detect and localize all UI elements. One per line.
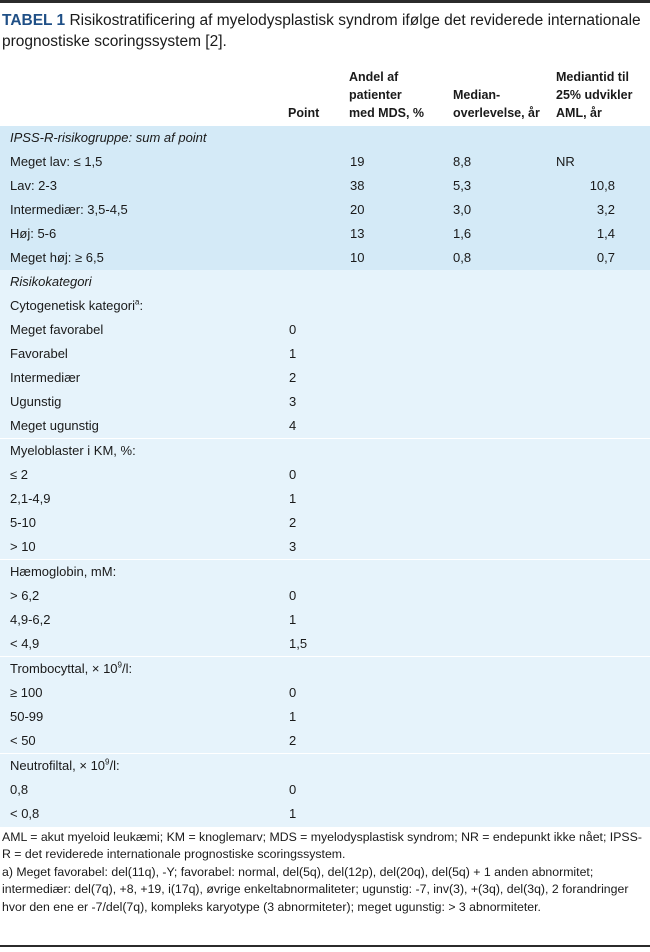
row-label: ≤ 2 (10, 467, 28, 482)
table-row (0, 608, 650, 632)
header-aml-line: 25% udvikler (556, 88, 633, 102)
header-aml-line: AML, år (556, 106, 602, 120)
ipss-section (0, 126, 650, 270)
table-row (0, 366, 650, 390)
cytogenetics-title (10, 294, 143, 318)
table-row (0, 150, 650, 174)
row-label: Favorabel (10, 346, 68, 361)
row-label: Lav: 2-3 (10, 178, 57, 193)
table-footnotes (2, 829, 646, 916)
table-row (0, 318, 650, 342)
header-median-line: overlevelse, år (453, 106, 540, 120)
table-row (0, 174, 650, 198)
row-survival: 8,8 (453, 154, 472, 169)
ipss-title: IPSS-R-risikogruppe: sum af point (10, 130, 207, 145)
risk-title: Risikokategori (10, 274, 92, 289)
table-row (0, 342, 650, 366)
row-point: 3 (289, 539, 297, 554)
row-aml: NR (556, 154, 575, 169)
row-label: 5-10 (10, 515, 37, 530)
row-label: 0,8 (10, 782, 29, 797)
header-median-line: Median- (453, 88, 501, 102)
row-aml: 10,8 (589, 178, 615, 193)
risk-title-row (0, 270, 650, 294)
row-label: Intermediær (10, 370, 81, 385)
table-row (0, 222, 650, 246)
table-row (0, 802, 650, 826)
row-point: 3 (289, 394, 297, 409)
table-row (0, 414, 650, 438)
row-andel: 38 (350, 178, 365, 193)
risk-section (0, 270, 650, 827)
table-row (0, 729, 650, 753)
table-row (0, 584, 650, 608)
row-label: < 0,8 (10, 806, 40, 821)
platelets-title-text: Trombocyttal, × 10 (10, 661, 118, 676)
group-title-row (0, 439, 650, 463)
group-title-row (0, 657, 650, 681)
row-point: 2 (289, 370, 297, 385)
row-andel: 13 (350, 226, 365, 241)
header-andel (349, 68, 424, 122)
exponent: 9 (105, 757, 110, 767)
table-row (0, 705, 650, 729)
row-survival: 3,0 (453, 202, 472, 217)
row-survival: 1,6 (453, 226, 472, 241)
row-label: Meget høj: ≥ 6,5 (10, 250, 104, 265)
row-andel: 20 (350, 202, 365, 217)
caption-label: TABEL 1 (2, 12, 66, 29)
row-label: Intermediær: 3,5-4,5 (10, 202, 128, 217)
table-header (0, 66, 650, 126)
platelets-title (10, 657, 132, 681)
row-point: 0 (289, 588, 297, 603)
row-label: 50-99 (10, 709, 44, 724)
platelets-title-unit: /l: (122, 661, 133, 676)
table-row (0, 390, 650, 414)
neutrophils-title-text: Neutrofiltal, × 10 (10, 758, 106, 773)
table-row (0, 487, 650, 511)
table-row (0, 463, 650, 487)
group-title-row (0, 754, 650, 778)
row-survival: 0,8 (453, 250, 472, 265)
row-label: < 4,9 (10, 636, 40, 651)
row-point: 1,5 (289, 636, 308, 651)
row-point: 2 (289, 733, 297, 748)
header-median (453, 86, 540, 122)
row-label: Meget favorabel (10, 322, 104, 337)
row-label: Meget ugunstig (10, 418, 99, 433)
row-label: > 10 (10, 539, 36, 554)
bottom-rule (0, 945, 650, 947)
header-aml-line: Mediantid til (556, 70, 629, 84)
row-point: 1 (289, 346, 297, 361)
row-point: 1 (289, 612, 297, 627)
row-point: 2 (289, 515, 297, 530)
row-point: 0 (289, 322, 297, 337)
row-label: 2,1-4,9 (10, 491, 51, 506)
table-row (0, 198, 650, 222)
table-row (0, 246, 650, 270)
table-row (0, 632, 650, 656)
header-andel-line: med MDS, % (349, 106, 425, 120)
row-label: Høj: 5-6 (10, 226, 57, 241)
row-point: 4 (289, 418, 297, 433)
table-row (0, 511, 650, 535)
neutrophils-title (10, 754, 120, 778)
row-point: 0 (289, 685, 297, 700)
row-aml: 1,4 (596, 226, 615, 241)
cytogenetics-title-text: Cytogenetisk kategori (10, 298, 136, 313)
top-rule (0, 0, 650, 3)
group-title-row (0, 294, 650, 318)
row-label: Ugunstig (10, 394, 62, 409)
row-label: > 6,2 (10, 588, 40, 603)
row-point: 1 (289, 491, 297, 506)
table-row (0, 535, 650, 559)
row-survival: 5,3 (453, 178, 472, 193)
row-label: Meget lav: ≤ 1,5 (10, 154, 103, 169)
cytogenetics-title-end: : (139, 298, 144, 313)
row-point: 1 (289, 806, 297, 821)
exponent: 9 (117, 660, 122, 670)
header-andel-line: Andel af (349, 70, 399, 84)
row-point: 0 (289, 467, 297, 482)
abbreviations-note: AML = akut myeloid leukæmi; KM = knoglemarv; MDS = myelodysplastisk syndrom; NR = endepunkt ikke nået; IPSS-R = det reviderede internationale prognostiske scoringssystem. (2, 830, 642, 862)
row-label: 4,9-6,2 (10, 612, 51, 627)
caption-text: Risikostratificering af myelodysplastisk syndrom ifølge det reviderede internationale prognostiske scoringssystem [2]. (2, 12, 641, 50)
header-point: Point (288, 106, 320, 120)
row-point: 1 (289, 709, 297, 724)
row-point: 0 (289, 782, 297, 797)
neutrophils-title-unit: /l: (109, 758, 120, 773)
footnote-marker: a (135, 297, 140, 307)
row-label: ≥ 100 (10, 685, 43, 700)
hemoglobin-title: Hæmoglobin, mM: (10, 564, 117, 579)
footnote-a: a) Meget favorabel: del(11q), -Y; favorabel: normal, del(5q), del(12p), del(20q), del(5q) + 1 anden abnormitet; intermediær: del(7q), +8, +19, i(17q), øvrige enkeltabnormaliteter; ugunstig: -7, inv(3), +(3q), del(3q), 2 forandringer hvor den ene er -7/del(7q), kompleks karyotype (3 abnormiteter); meget ugunstig: > 3 abnormiteter. (2, 864, 629, 914)
table-caption (2, 10, 642, 52)
blasts-title: Myeloblaster i KM, %: (10, 443, 136, 458)
row-label: < 50 (10, 733, 36, 748)
header-andel-line: patienter (349, 88, 402, 102)
row-aml: 0,7 (596, 250, 615, 265)
table-row (0, 778, 650, 802)
header-aml (556, 68, 632, 122)
ipss-title-row (0, 126, 650, 150)
row-andel: 10 (350, 250, 365, 265)
group-title-row (0, 560, 650, 584)
table-row (0, 681, 650, 705)
row-andel: 19 (350, 154, 365, 169)
row-aml: 3,2 (596, 202, 615, 217)
